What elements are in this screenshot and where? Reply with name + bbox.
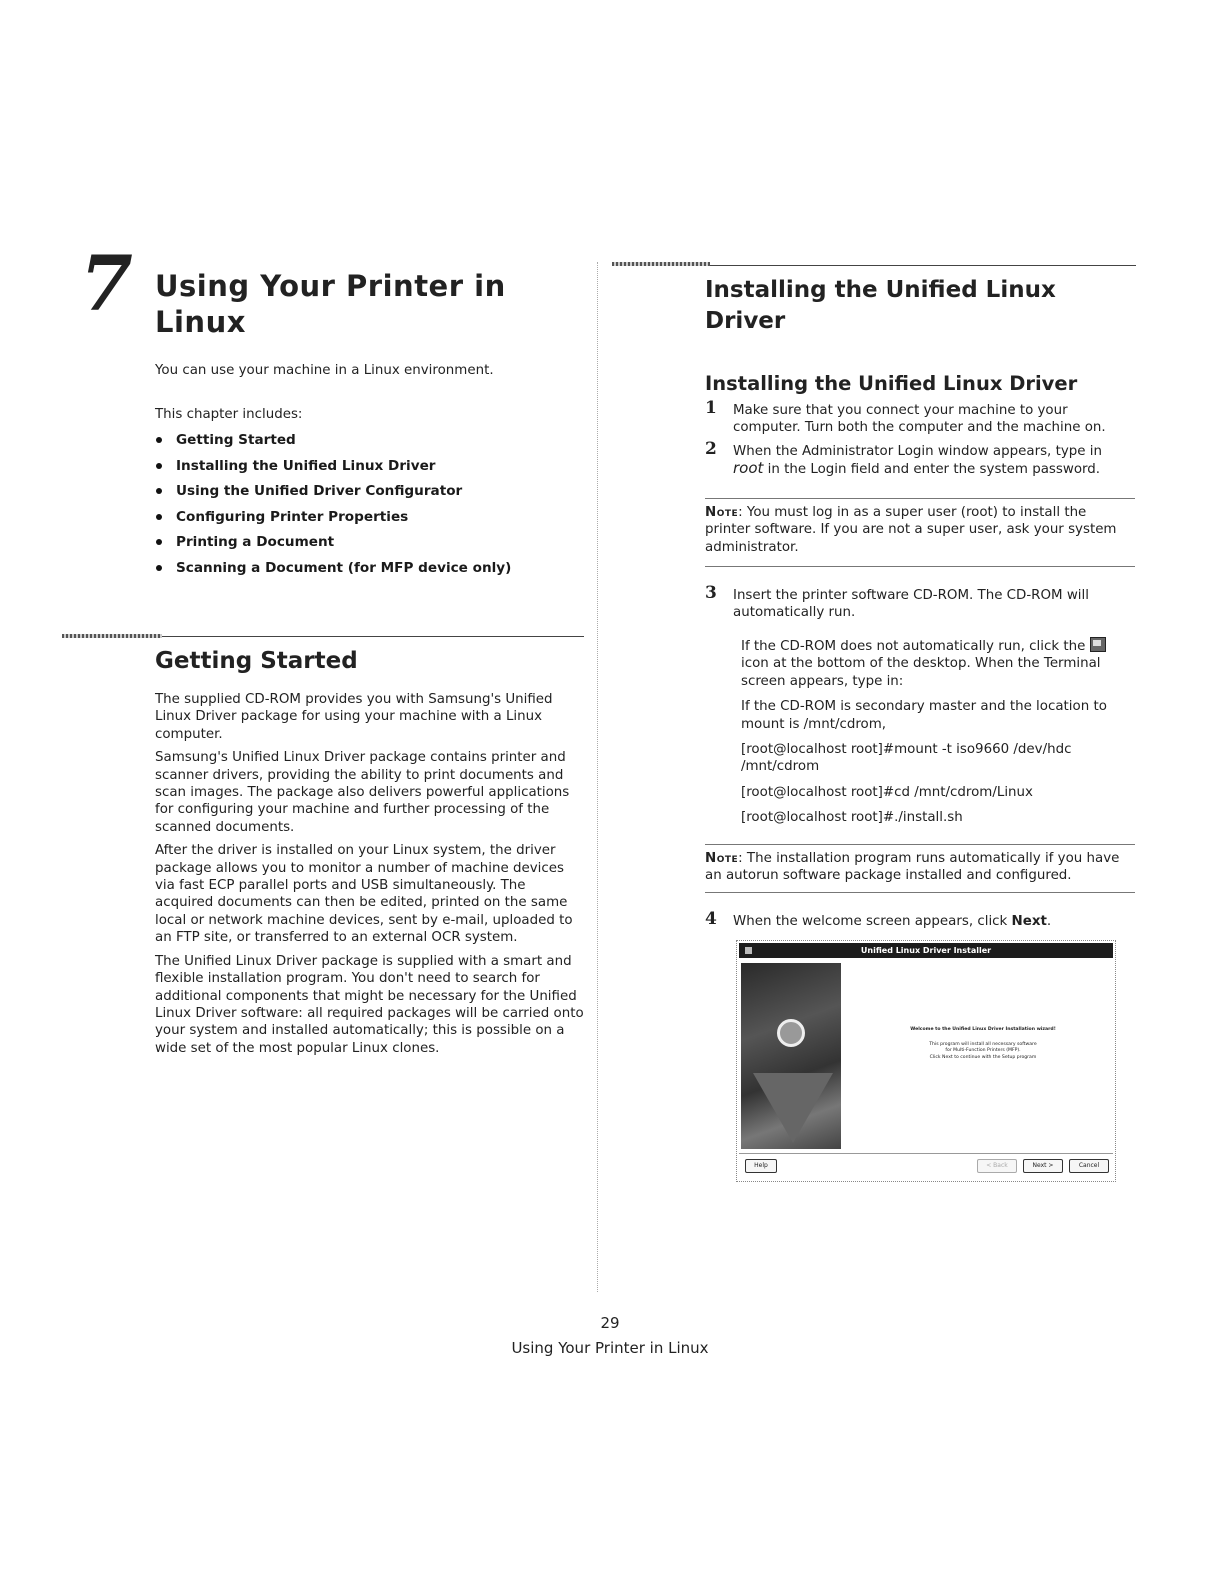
- note-superuser: [705, 504, 1133, 556]
- arrow-graphic-icon: [753, 1073, 833, 1143]
- topic-list: [155, 430, 595, 584]
- step-3-details: [741, 637, 1131, 835]
- includes-label: This chapter includes:: [155, 407, 303, 422]
- step-text-part: in the Login field and enter the system password.: [763, 462, 1101, 478]
- step-text: Insert the printer software CD-ROM. The CD-ROM will automatically run.: [733, 588, 1089, 621]
- help-button[interactable]: Help: [745, 1159, 777, 1173]
- topic-item[interactable]: Printing a Document: [155, 532, 595, 558]
- getting-started-title: Getting Started: [155, 648, 358, 674]
- installing-subtitle: Installing the Unified Linux Driver: [705, 372, 1078, 395]
- cancel-button[interactable]: Cancel: [1069, 1159, 1109, 1173]
- step-1: [705, 398, 1125, 437]
- section-rule: [162, 636, 584, 637]
- instruction-part: If the CD-ROM does not automatically run, click the: [741, 639, 1090, 654]
- getting-started-body: [155, 691, 585, 1063]
- note-rule-top: [705, 498, 1135, 499]
- command-line: [root@localhost root]#mount -t iso9660 /dev/hdc /mnt/cdrom: [741, 742, 1072, 775]
- note-label: Note: [705, 505, 739, 520]
- dialog-separator: [739, 1153, 1113, 1154]
- body-line: This program will install all necessary software: [929, 1041, 1037, 1047]
- dialog-titlebar: [739, 943, 1113, 958]
- step-3: [705, 583, 1125, 622]
- step-2: [705, 439, 1125, 479]
- note-text: : You must log in as a super user (root) to install the printer software. If you are not a super user, ask your system administrator.: [705, 505, 1117, 555]
- running-footer: Using Your Printer in Linux: [511, 1339, 709, 1357]
- page-number: 29: [600, 1314, 620, 1332]
- note-rule-top: [705, 844, 1135, 845]
- topic-item[interactable]: Configuring Printer Properties: [155, 507, 595, 533]
- root-keyword: root: [733, 459, 764, 478]
- secondary-master-note: If the CD-ROM is secondary master and the location to mount is /mnt/cdrom,: [741, 699, 1107, 732]
- instruction-part: icon at the bottom of the desktop. When the Terminal screen appears, type in:: [741, 656, 1101, 689]
- topic-item[interactable]: Using the Unified Driver Configurator: [155, 481, 595, 507]
- cdrom-instruction: [741, 637, 1131, 690]
- step-text: [733, 913, 1125, 930]
- body-line: for Multi-Function Printers (MFP).: [945, 1048, 1021, 1054]
- step-text-part: .: [1046, 914, 1052, 929]
- chapter-title: Using Your Printer in Linux: [155, 269, 506, 339]
- section-rule: [710, 265, 1136, 266]
- note-label: Note: [705, 851, 739, 866]
- terminal-icon[interactable]: [1090, 637, 1106, 652]
- mascot-figure-icon: [777, 1019, 805, 1047]
- paragraph: After the driver is installed on your Linux system, the driver package allows you to monitor a number of machine devices via fast ECP parallel ports and USB simultaneously. The acquired documents can then be edited, printed on the same local or network machine devices, sent by e-mail, uploaded to an FTP site, or transferred to an external OCR system.: [155, 843, 573, 946]
- topic-item[interactable]: Getting Started: [155, 430, 595, 456]
- step-text-part: When the welcome screen appears, click: [733, 914, 1012, 929]
- next-keyword: Next: [1011, 914, 1047, 929]
- installer-dialog: [736, 940, 1116, 1182]
- chapter-intro: You can use your machine in a Linux environment.: [155, 363, 494, 378]
- window-menu-icon[interactable]: [745, 947, 752, 954]
- installing-title: Installing the Unified Linux Driver: [705, 277, 1056, 334]
- paragraph: Samsung's Unified Linux Driver package contains printer and scanner drivers, providing the ability to print documents and scan images. The package also delivers powerful applications for configuring your machine and further processing of the scanned documents.: [155, 750, 570, 835]
- step-number: 1: [705, 398, 717, 418]
- note-rule-bottom: [705, 566, 1135, 567]
- back-button[interactable]: < Back: [977, 1159, 1017, 1173]
- paragraph: The supplied CD-ROM provides you with Samsung's Unified Linux Driver package for using your machine with a Linux computer.: [155, 692, 553, 742]
- command-line: [root@localhost root]#cd /mnt/cdrom/Linux: [741, 784, 1033, 800]
- step-number: 3: [705, 583, 717, 603]
- section-rule-hatch: [62, 634, 162, 638]
- step-4: [705, 909, 1125, 930]
- topic-item[interactable]: Installing the Unified Linux Driver: [155, 456, 595, 482]
- note-rule-bottom: [705, 892, 1135, 893]
- command-line: [root@localhost root]#./install.sh: [741, 810, 963, 826]
- paragraph: The Unified Linux Driver package is supplied with a smart and flexible installation program. You don't need to search for additional components that might be necessary for the Unified Linux Driver software: all required packages will be carried onto your system and installed automatically; this is possible on a wide set of the most popular Linux clones.: [155, 953, 584, 1056]
- step-number: 4: [705, 909, 717, 929]
- topic-item[interactable]: Scanning a Document (for MFP device only): [155, 558, 595, 584]
- note-autorun: [705, 850, 1133, 885]
- installer-graphic: [741, 963, 841, 1149]
- welcome-text: Welcome to the Unified Linux Driver Installation wizard!: [910, 1027, 1056, 1032]
- section-rule-hatch: [612, 262, 710, 266]
- step-text-part: When the Administrator Login window appears, type in: [733, 444, 1102, 459]
- note-text: : The installation program runs automatically if you have an autorun software package installed and configured.: [705, 851, 1120, 884]
- dialog-title: Unified Linux Driver Installer: [860, 946, 992, 955]
- dialog-message: [857, 1027, 1109, 1061]
- step-text: Make sure that you connect your machine to your computer. Turn both the computer and the machine on.: [733, 403, 1106, 436]
- chapter-number: 7: [80, 239, 133, 328]
- step-number: 2: [705, 439, 717, 459]
- next-button[interactable]: Next >: [1023, 1159, 1063, 1173]
- step-text: [733, 443, 1125, 479]
- body-line: Click Next to continue with the Setup program: [929, 1054, 1037, 1060]
- column-divider: [597, 262, 598, 1292]
